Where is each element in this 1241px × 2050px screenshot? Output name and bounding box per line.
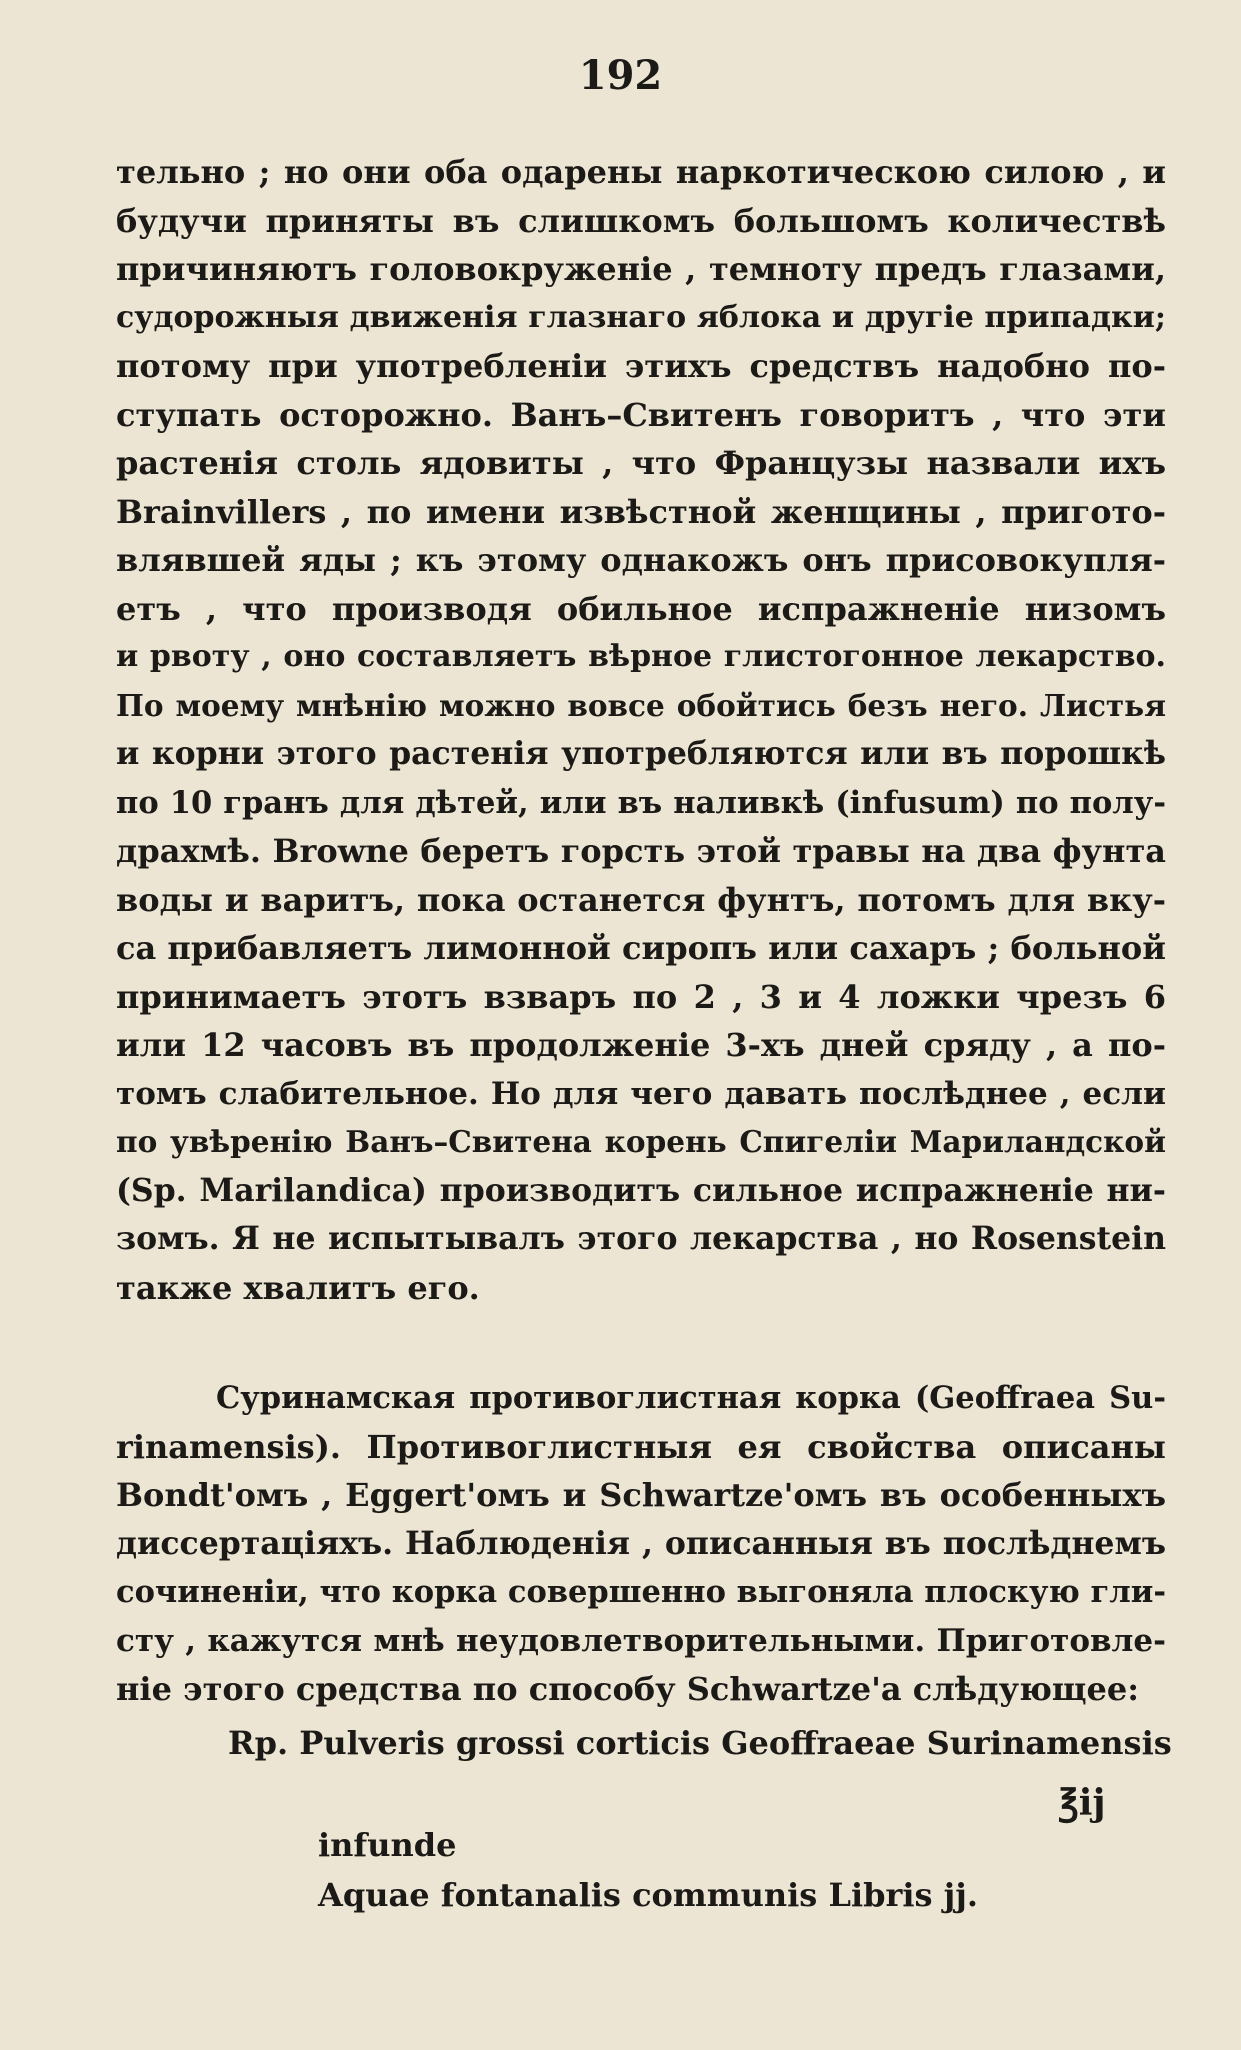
recipe-line-2: infunde (318, 1826, 457, 1864)
recipe-line-1: Rp. Pulveris grossi corticis Geoffraeae Surinamensis (228, 1724, 1172, 1762)
text-line: Bondt'омъ , Eggert'омъ и Schwartze'омъ въ особенныхъ (116, 1476, 1166, 1514)
text-line: томъ слабительное. Но для чего давать послѣднее , если (116, 1075, 1166, 1112)
text-line: Суринамская противоглистная корка (Geoffraea Su- (216, 1380, 1166, 1416)
paragraph-2 (116, 1374, 1166, 1714)
text-line: и рвоту , оно составляетъ вѣрное глистогонное лекарство. (116, 639, 1166, 674)
text-line: влявшей яды ; къ этому однакожъ онъ присовокупля- (116, 541, 1166, 579)
text-line: потому при употребленіи этихъ средствъ надобно по- (116, 347, 1166, 385)
text-line: сту , кажутся мнѣ неудовлетворительными. Приготовле- (116, 1622, 1166, 1659)
text-line: драхмѣ. Browne беретъ горсть этой травы на два фунта (116, 832, 1166, 870)
text-line: са прибавляетъ лимонной сиропъ или сахаръ ; больной (116, 929, 1166, 967)
text-line: Brainvillers , по имени извѣстной женщины , пригото- (116, 492, 1166, 531)
text-line: ніе этого средства по способу Schwartze'а слѣдующее: (116, 1670, 1140, 1708)
page-number: 192 (578, 52, 663, 99)
text-line: (Sp. Marilandica) производитъ сильное испражненіе ни- (116, 1171, 1166, 1209)
text-line: будучи приняты въ слишкомъ большомъ количествѣ (116, 201, 1166, 240)
text-line: rinamensis). Противоглистныя ея свойства описаны (116, 1427, 1166, 1466)
text-line: по 10 гранъ для дѣтей, или въ наливкѣ (infusum) по полу- (116, 784, 1166, 821)
text-line: диссертаціяхъ. Наблюденія , описанныя въ послѣднемъ (116, 1524, 1166, 1562)
text-line: по увѣренію Ванъ–Свитена корень Спигеліи Марилaндской (116, 1124, 1166, 1159)
paragraph-1 (116, 148, 1166, 1312)
text-line: также хвалитъ его. (116, 1268, 480, 1307)
text-line: воды и варитъ, пока останется фунтъ, потомъ для вку- (116, 880, 1166, 919)
text-line: причиняютъ головокруженіе , темноту предъ глазами, (116, 250, 1166, 288)
text-line: сочиненіи, что корка совершенно выгоняла плоскую гли- (116, 1574, 1166, 1610)
text-line: и корни этого растенія употребляются или въ порошкѣ (116, 735, 1166, 772)
text-line: судорожныя движенія глазнаго яблока и другіе припадки; (116, 299, 1166, 335)
text-line: принимаетъ этотъ взваръ по 2 , 3 и 4 ложки чрезъ 6 (116, 977, 1166, 1016)
text-line: По моему мнѣнію можно вовсе обойтись безъ него. Листья (116, 687, 1166, 723)
recipe-line-3: Aquae fontanalis communis Libris jj. (318, 1876, 978, 1914)
text-line: ступать осторожно. Ванъ–Свитенъ говоритъ , что эти (116, 395, 1166, 434)
text-line: растенія столь ядовиты , что Французы назвали ихъ (116, 444, 1166, 482)
text-line: зомъ. Я не испытывалъ этого лекарства , но Rosenstein (116, 1220, 1166, 1257)
text-line: или 12 часовъ въ продолженіе 3-хъ дней сряду , а по- (116, 1026, 1166, 1064)
text-line: тельно ; но они оба одарены наркотическою силою , и (116, 153, 1166, 191)
text-line: етъ , что производя обильное испражненіе низомъ (116, 589, 1166, 628)
recipe-dose: ℥ij (1058, 1782, 1106, 1824)
